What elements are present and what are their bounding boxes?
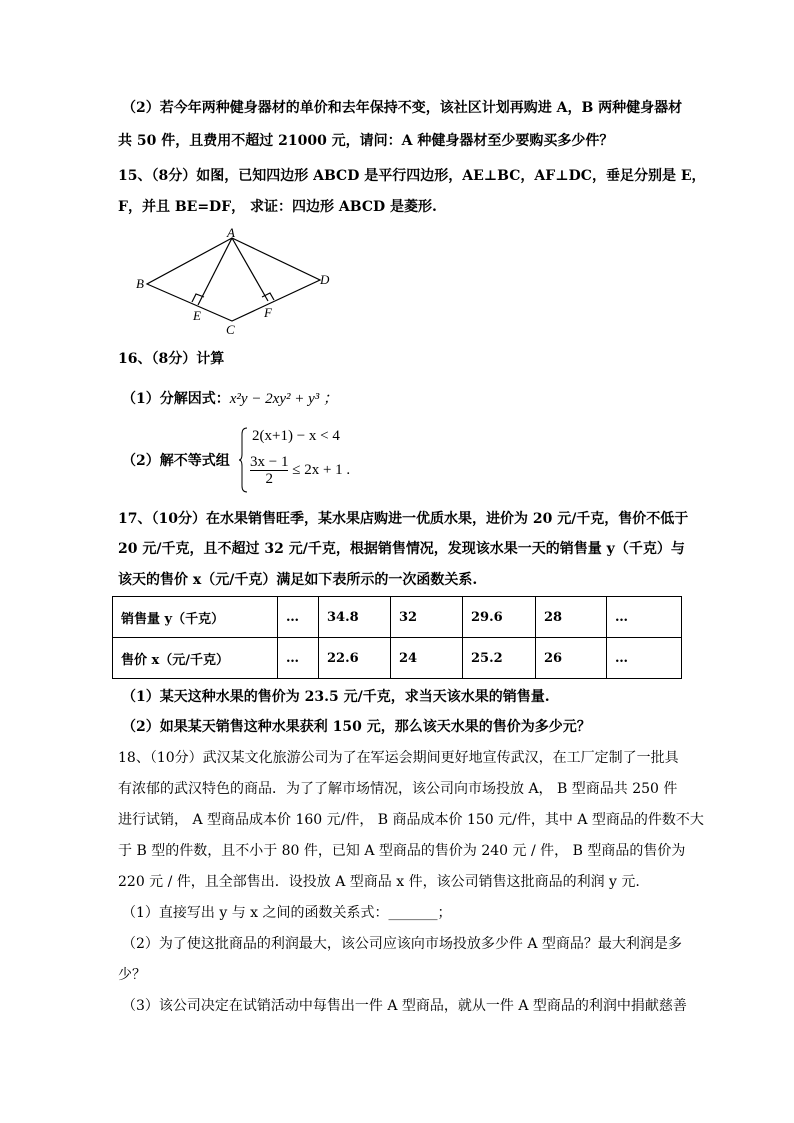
q17-line1: 17、（10分）在水果销售旺季，某水果店购进一优质水果，进价为 20 元/千克，售价不低于 xyxy=(118,511,689,527)
inequality-2-rhs: ≤ 2x + 1 xyxy=(292,461,343,478)
q18-line3: 进行试销， A 型商品成本价 160 元/件， B 商品成本价 150 元/件，其中 A 型商品的件数不大 xyxy=(118,812,704,828)
brace-icon xyxy=(238,426,248,494)
q18-part1: （1）直接写出 y 与 x 之间的函数关系式：_______； xyxy=(122,905,452,921)
q18-line4: 于 B 型的件数，且不小于 80 件，已知 A 型商品的售价为 240 元 / 件， B 型商品的售价为 xyxy=(118,843,686,859)
q14-part2-line1: （2）若今年两种健身器材的单价和去年保持不变，该社区计划再购进 A，B 两种健身器材 xyxy=(122,100,683,116)
table-cell: 售价 x（元/千克） xyxy=(113,638,278,679)
q16-part1-expr: x²y − 2xy² + y³ ； xyxy=(229,391,339,407)
q15-line1: 15、（8分）如图，已知四边形 ABCD 是平行四边形，AE⊥BC，AF⊥DC，垂足分别是 E， xyxy=(118,168,706,184)
table-cell: … xyxy=(278,638,319,679)
table-row xyxy=(113,597,682,638)
q16-part1 xyxy=(122,390,338,408)
q18-line5: 220 元 / 件，且全部售出．设投放 A 型商品 x 件，该公司销售这批商品的利润 y 元. xyxy=(118,874,640,890)
table-cell: 26 xyxy=(536,638,607,679)
q18-part3: （3）该公司决定在试销活动中每售出一件 A 型商品，就从一件 A 型商品的利润中捐献慈善 xyxy=(122,998,687,1014)
table-cell: 销售量 y（千克） xyxy=(113,597,278,638)
table-cell: 24 xyxy=(391,638,463,679)
table-cell: 34.8 xyxy=(319,597,391,638)
table-cell: … xyxy=(278,597,319,638)
label-D: D xyxy=(320,272,330,287)
q18-line1: 18、（10分）武汉某文化旅游公司为了在军运会期间更好地宣传武汉，在工厂定制了一批具 xyxy=(118,750,679,766)
inequality-system xyxy=(238,426,388,496)
q18-part2-line1: （2）为了使这批商品的利润最大，该公司应该向市场投放多少件 A 型商品？最大利润是多 xyxy=(122,936,682,952)
table-row xyxy=(113,638,682,679)
q17-line3: 该天的售价 x（元/千克）满足如下表所示的一次函数关系. xyxy=(118,572,478,588)
label-A: A xyxy=(227,225,235,240)
table-cell: 22.6 xyxy=(319,638,391,679)
fraction-numerator: 3x − 1 xyxy=(250,454,289,470)
q16-part1-label: （1）分解因式： xyxy=(122,391,230,407)
label-C: C xyxy=(226,322,235,337)
q14-part2-line2: 共 50 件，且费用不超过 21000 元，请问：A 种健身器材至少要购买多少件？ xyxy=(118,133,614,149)
table-cell: 28 xyxy=(536,597,607,638)
q18-part2-line2: 少？ xyxy=(118,967,146,983)
inequality-1: 2(x+1) − x < 4 xyxy=(252,428,340,444)
fraction-denominator: 2 xyxy=(265,471,273,487)
q17-line2: 20 元/千克，且不超过 32 元/千克，根据销售情况，发现该水果一天的销售量 y（千克）与 xyxy=(118,541,685,557)
sales-table xyxy=(112,596,682,679)
label-B: B xyxy=(136,276,144,291)
q18-line2: 有浓郁的武汉特色的商品．为了了解市场情况，该公司向市场投放 A， B 型商品共 250 件 xyxy=(118,781,678,797)
label-E: E xyxy=(193,308,201,323)
q16-part2-label: （2）解不等式组 xyxy=(122,453,230,469)
q15-line2: F，并且 BE=DF， 求证：四边形 ABCD 是菱形. xyxy=(118,199,437,215)
table-cell: … xyxy=(607,597,682,638)
table-cell: 32 xyxy=(391,597,463,638)
inequality-2 xyxy=(250,454,350,487)
table-cell: … xyxy=(607,638,682,679)
q16-title: 16、（8分）计算 xyxy=(118,351,225,367)
parallelogram-figure xyxy=(130,225,340,340)
q17-part2: （2）如果某天销售这种水果获利 150 元，那么该天水果的售价为多少元？ xyxy=(122,719,591,735)
label-F: F xyxy=(264,305,272,320)
period: . xyxy=(346,461,351,478)
table-cell: 29.6 xyxy=(463,597,536,638)
table-cell: 25.2 xyxy=(463,638,536,679)
q17-part1: （1）某天这种水果的售价为 23.5 元/千克，求当天该水果的销售量. xyxy=(122,689,550,705)
